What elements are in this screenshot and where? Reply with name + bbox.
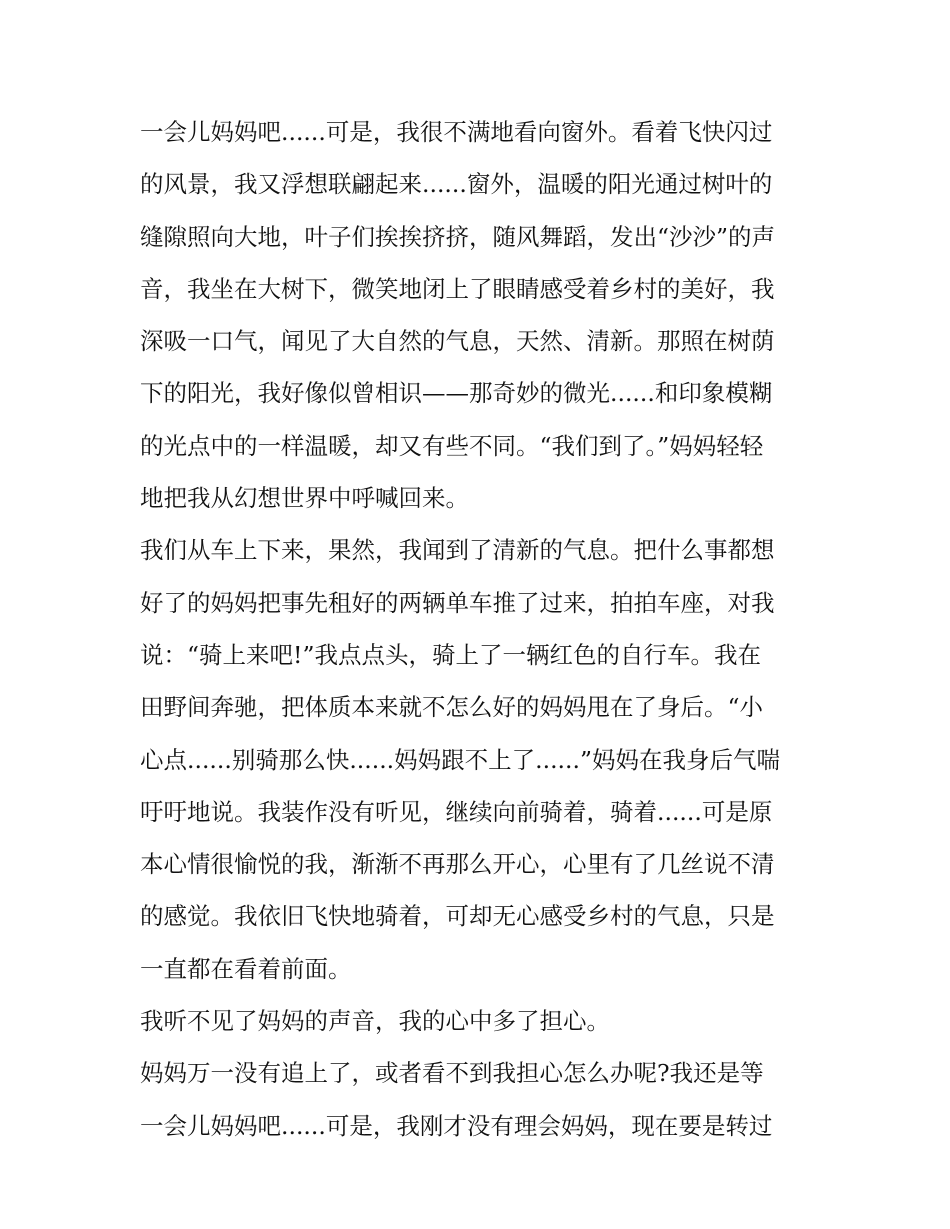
text-line: 妈妈万一没有追上了，或者看不到我担心怎么办呢?我还是等 bbox=[140, 1059, 764, 1088]
body-text bbox=[140, 106, 820, 1152]
text-line: 一会儿妈妈吧......可是，我很不满地看向窗外。看着飞快闪过 bbox=[140, 118, 773, 146]
text-line: 深吸一口气，闻见了大自然的气息，天然、清新。那照在树荫 bbox=[140, 327, 775, 356]
text-line: 好了的妈妈把事先租好的两辆单车推了过来，拍拍车座，对我 bbox=[140, 588, 775, 617]
text-line: 本心情很愉悦的我，渐渐不再那么开心，心里有了几丝说不清 bbox=[140, 850, 775, 879]
text-line: 一会儿妈妈吧......可是，我刚才没有理会妈妈，现在要是转过 bbox=[140, 1111, 773, 1140]
text-line: 地把我从幻想世界中呼喊回来。 bbox=[140, 484, 469, 513]
text-line: 一直都在看着前面。 bbox=[140, 954, 352, 983]
text-line: 心点......别骑那么快......妈妈跟不上了......”妈妈在我身后气喘 bbox=[140, 745, 780, 774]
text-line: 下的阳光，我好像似曾相识——那奇妙的微光......和印象模糊 bbox=[140, 379, 773, 408]
text-line: 音，我坐在大树下，微笑地闭上了眼睛感受着乡村的美好，我 bbox=[140, 274, 775, 303]
text-line: 我们从车上下来，果然，我闻到了清新的气息。把什么事都想 bbox=[140, 536, 775, 565]
text-line: 吁吁地说。我装作没有听见，继续向前骑着，骑着......可是原 bbox=[140, 797, 773, 826]
text-line: 的风景，我又浮想联翩起来......窗外，温暖的阳光通过树叶的 bbox=[140, 170, 773, 199]
text-line: 我听不见了妈妈的声音，我的心中多了担心。 bbox=[140, 1007, 610, 1036]
text-line: 说：“骑上来吧!”我点点头，骑上了一辆红色的自行车。我在 bbox=[140, 640, 761, 669]
text-line: 田野间奔驰，把体质本来就不怎么好的妈妈甩在了身后。“小 bbox=[140, 693, 764, 722]
text-line: 的光点中的一样温暖，却又有些不同。“我们到了。”妈妈轻轻 bbox=[140, 431, 764, 460]
text-line: 缝隙照向大地，叶子们挨挨挤挤，随风舞蹈，发出“沙沙”的声 bbox=[140, 222, 776, 251]
text-line: 的感觉。我依旧飞快地骑着，可却无心感受乡村的气息，只是 bbox=[140, 902, 775, 931]
